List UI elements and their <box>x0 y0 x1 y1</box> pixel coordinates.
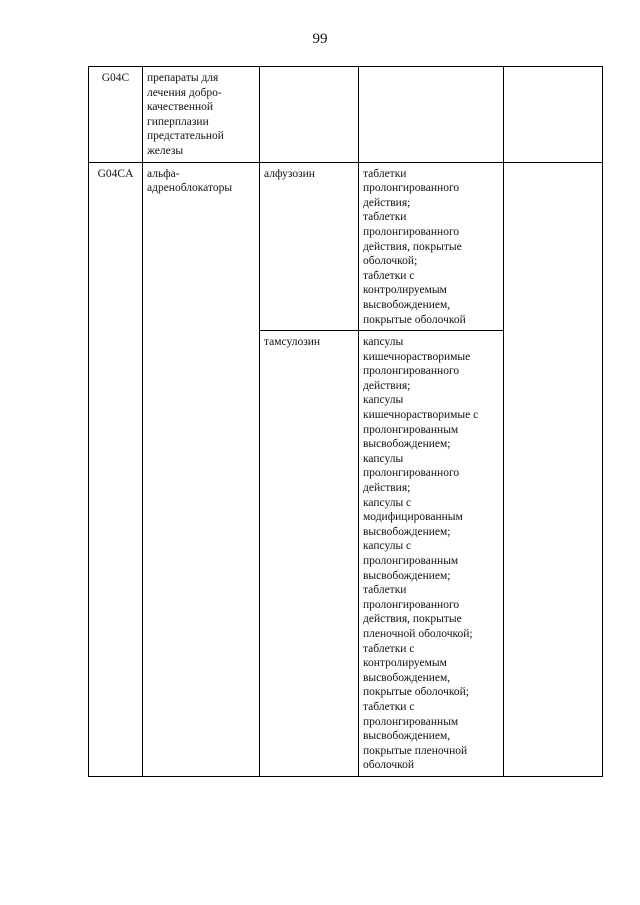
dosage-form-line: капсулы с <box>363 540 412 553</box>
dosage-form-line: пролонгированного <box>363 225 460 238</box>
dosage-form-line: действия; <box>363 379 411 392</box>
dosage-form-line: кишечнорастворимые с <box>363 409 479 422</box>
group-name-line: альфа- <box>147 167 180 180</box>
dosage-form-line: таблетки <box>363 167 407 180</box>
group-name-line: качественной <box>147 101 214 114</box>
dosage-form-line: действия; <box>363 196 411 209</box>
table-row <box>89 67 603 163</box>
dosage-form-line: высвобождением, <box>363 298 451 311</box>
group-name-cell <box>143 67 260 163</box>
dosage-form-line: высвобождением; <box>363 438 451 451</box>
dosage-form-line: пролонгированным <box>363 715 459 728</box>
dosage-form-line: пролонгированного <box>363 365 460 378</box>
atc-code-cell: G04C <box>89 67 143 163</box>
dosage-form-line: покрытые оболочкой; <box>363 686 469 699</box>
extra-cell <box>504 67 603 163</box>
dosage-form-line: пролонгированного <box>363 182 460 195</box>
dosage-form-cell <box>359 67 504 163</box>
dosage-form-line: высвобождением; <box>363 569 451 582</box>
group-name-line: железы <box>147 144 184 157</box>
dosage-form-line: покрытые пленочной <box>363 744 468 757</box>
group-name-line: гиперплазии <box>147 115 209 128</box>
dosage-form-line: оболочкой; <box>363 255 418 268</box>
dosage-form-line: модифицированным <box>363 511 463 524</box>
dosage-form-line: пролонгированным <box>363 555 459 567</box>
atc-code-cell: G04CA <box>89 162 143 776</box>
dosage-form-line: высвобождением, <box>363 730 451 743</box>
dosage-form-line: капсулы <box>363 336 404 349</box>
page-number: 99 <box>312 31 328 47</box>
dosage-form-line: таблетки с <box>363 269 415 282</box>
group-name-line: предстательной <box>147 130 224 143</box>
dosage-form-line: таблетки <box>363 584 407 597</box>
dosage-form-line: пролонгированным <box>363 423 459 436</box>
substance-cell <box>260 67 359 163</box>
dosage-form-line: пролонгированного <box>363 467 460 480</box>
dosage-form-line: таблетки с <box>363 642 415 655</box>
dosage-form-line: контролируемым <box>363 657 447 670</box>
dosage-form-cell <box>359 331 504 777</box>
dosage-form-line: пролонгированного <box>363 598 460 611</box>
dosage-form-line: капсулы <box>363 452 404 465</box>
dosage-form-line: пленочной оболочкой; <box>363 627 473 640</box>
dosage-form-line: капсулы <box>363 394 404 407</box>
group-name-line: адреноблокаторы <box>147 182 233 195</box>
dosage-form-cell <box>359 162 504 331</box>
dosage-form-line: действия; <box>363 482 411 495</box>
drug-table <box>88 66 603 777</box>
dosage-form-line: таблетки с <box>363 700 415 713</box>
dosage-form-line: оболочкой <box>363 759 415 772</box>
dosage-form-line: покрытые оболочкой <box>363 313 466 326</box>
group-name-line: препараты для <box>147 72 219 84</box>
dosage-form-line: капсулы с <box>363 496 412 509</box>
dosage-form-line: таблетки <box>363 211 407 224</box>
dosage-form-line: высвобождением; <box>363 525 451 538</box>
dosage-form-line: высвобождением, <box>363 671 451 684</box>
extra-cell <box>504 162 603 776</box>
dosage-form-line: действия, покрытые <box>363 240 462 253</box>
dosage-form-line: кишечнорастворимые <box>363 350 471 363</box>
table-row <box>89 162 603 331</box>
group-name-cell <box>143 162 260 776</box>
dosage-form-line: контролируемым <box>363 284 447 297</box>
substance-cell: тамсулозин <box>260 331 359 777</box>
dosage-form-line: действия, покрытые <box>363 613 462 626</box>
substance-cell: алфузозин <box>260 162 359 331</box>
group-name-line: лечения добро- <box>147 86 222 99</box>
